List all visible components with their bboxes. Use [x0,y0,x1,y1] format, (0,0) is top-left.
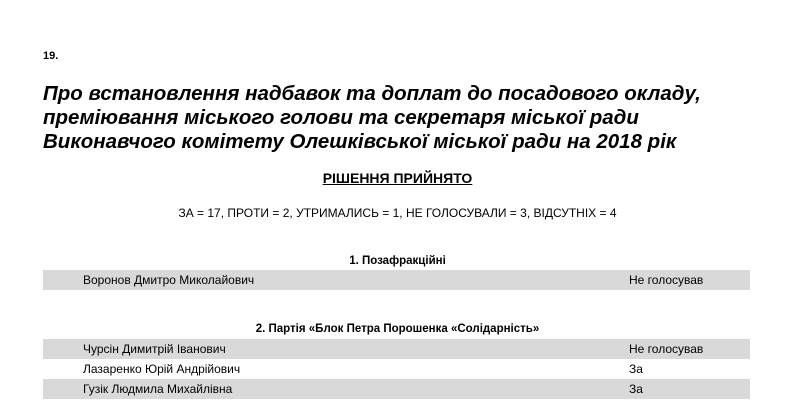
title-line: преміювання міського голови та секретаря міської ради [43,106,639,129]
member-vote: За [629,362,643,376]
decision-heading: РІШЕННЯ ПРИЙНЯТО [322,170,473,186]
group-members [43,339,750,399]
member-name: Гузік Людмила Михайлівна [83,382,233,396]
member-name: Воронов Дмитро Миколайович [83,273,255,287]
group-title: 1. Позафракційні [349,255,446,267]
item-number: 19. [43,50,59,62]
group-title: 2. Партія «Блок Петра Порошенка «Солідарність» [255,323,540,335]
group-members [43,270,750,290]
member-row [43,339,750,359]
member-vote: За [629,382,643,396]
member-name: Лазаренко Юрій Андрійович [83,362,241,376]
member-vote: Не голосував [629,273,704,287]
member-row [43,379,750,399]
title-line: Про встановлення надбавок та доплат до посадового окладу, [43,82,701,105]
member-name: Чурсін Димитрій Іванович [83,342,226,356]
member-row [43,359,750,379]
member-row [43,270,750,290]
title-line: Виконавчого комітету Олешківської міської ради на 2018 рік [43,130,677,153]
member-vote: Не голосував [629,342,704,356]
vote-summary: ЗА = 17, ПРОТИ = 2, УТРИМАЛИСЬ = 1, НЕ ГОЛОСУВАЛИ = 3, ВІДСУТНІХ = 4 [178,206,617,220]
resolution-title [43,82,773,154]
